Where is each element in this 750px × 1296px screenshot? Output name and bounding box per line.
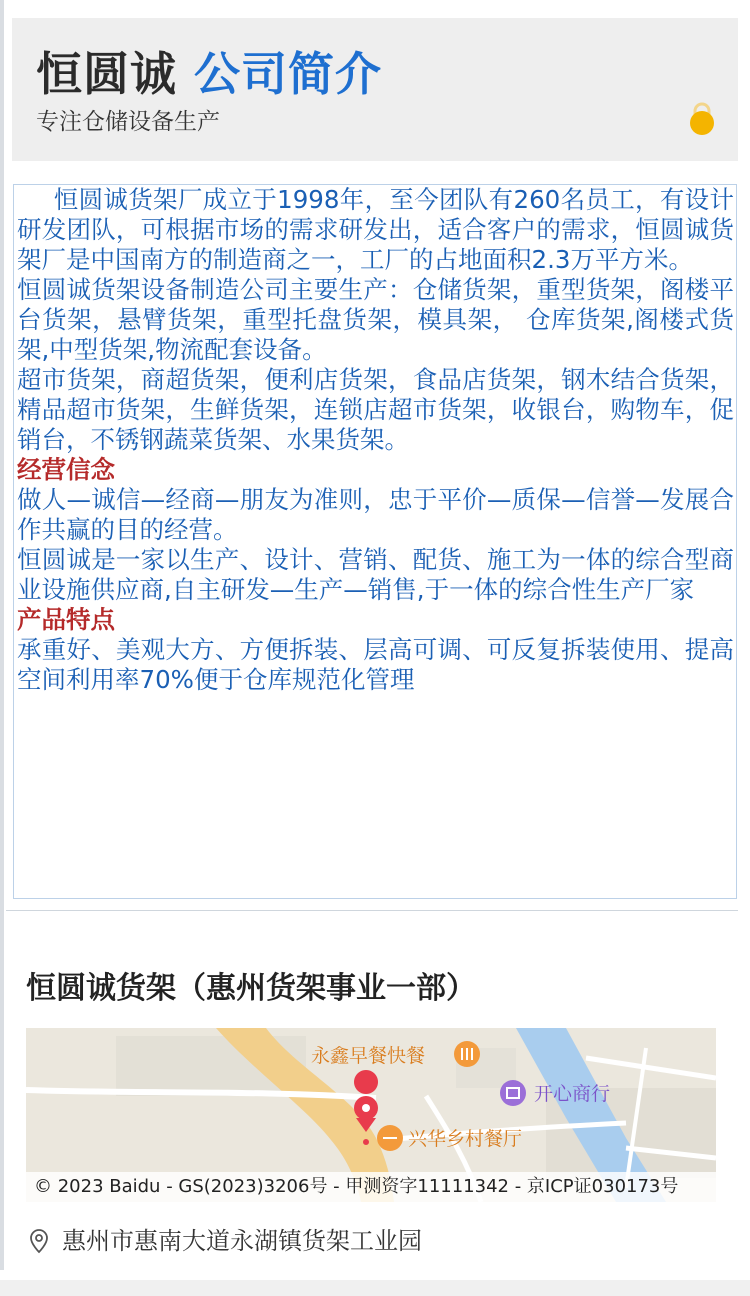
map-poi-restaurant[interactable]: 兴华乡村餐厅 <box>408 1128 523 1150</box>
section-divider <box>6 910 738 911</box>
brand-name: 恒圆诚 <box>36 47 177 101</box>
tagline: 专注仓储设备生产 <box>36 109 220 135</box>
address-text: 惠州市惠南大道永湖镇货架工业园 <box>62 1227 422 1255</box>
shop-icon <box>500 1080 526 1106</box>
intro-paragraph-4: 做人—诚信—经商—朋友为准则，忠于平价—质保—信誉—发展合作共赢的目的经营。 <box>17 485 734 544</box>
intro-paragraph-6: 承重好、美观大方、方便拆装、层高可调、可反复拆装使用、提高空间利用率70%便于仓库规范化管理 <box>17 635 734 694</box>
map-poi-shop[interactable]: 开心商行 <box>534 1083 611 1105</box>
map-copyright: © 2023 Baidu - GS(2023)3206号 - 甲测资字11111342 - 京ICP证030173号 <box>26 1172 716 1202</box>
intro-paragraph-3: 超市货架，商超货架，便利店货架，食品店货架，钢木结合货架，精品超市货架，生鲜货架，连锁店超市货架，收银台，购物车，促销台，不锈钢蔬菜货架、水果货架。 <box>17 365 734 454</box>
intro-paragraph-2: 恒圆诚货架设备制造公司主要生产：仓储货架，重型货架，阁楼平台货架，悬臂货架，重型托盘货架，模具架， 仓库货架,阁楼式货架,中型货架,物流配套设备。 <box>17 275 734 364</box>
business-belief-heading: 经营信念 <box>17 455 115 484</box>
intro-paragraph-5: 恒圆诚是一家以生产、设计、营销、配货、施工为一体的综合型商业设施供应商,自主研发—生产—销售,于一体的综合性生产厂家 <box>17 545 734 604</box>
bottom-bar <box>0 1280 750 1296</box>
location-pin-icon <box>28 1228 50 1254</box>
map-poi-breakfast[interactable]: 永鑫早餐快餐 <box>311 1045 426 1067</box>
location-map[interactable] <box>26 1028 716 1202</box>
intro-paragraph-1: 恒圆诚货架厂成立于1998年，至今团队有260名员工，有设计研发团队，可根据市场的需求研发出，适合客户的需求，恒圆诚货架厂是中国南方的制造商之一，工厂的占地面积2.3万平方米。 <box>17 185 734 274</box>
company-name: 恒圆诚货架（惠州货架事业一部） <box>26 971 476 1006</box>
product-features-heading: 产品特点 <box>17 605 115 634</box>
intro-header-card <box>12 18 738 161</box>
company-intro-text <box>13 184 737 899</box>
left-border-rule <box>0 0 4 1270</box>
section-title: 公司简介 <box>194 47 382 101</box>
lock-icon <box>688 101 716 137</box>
address-row[interactable] <box>28 1224 422 1258</box>
